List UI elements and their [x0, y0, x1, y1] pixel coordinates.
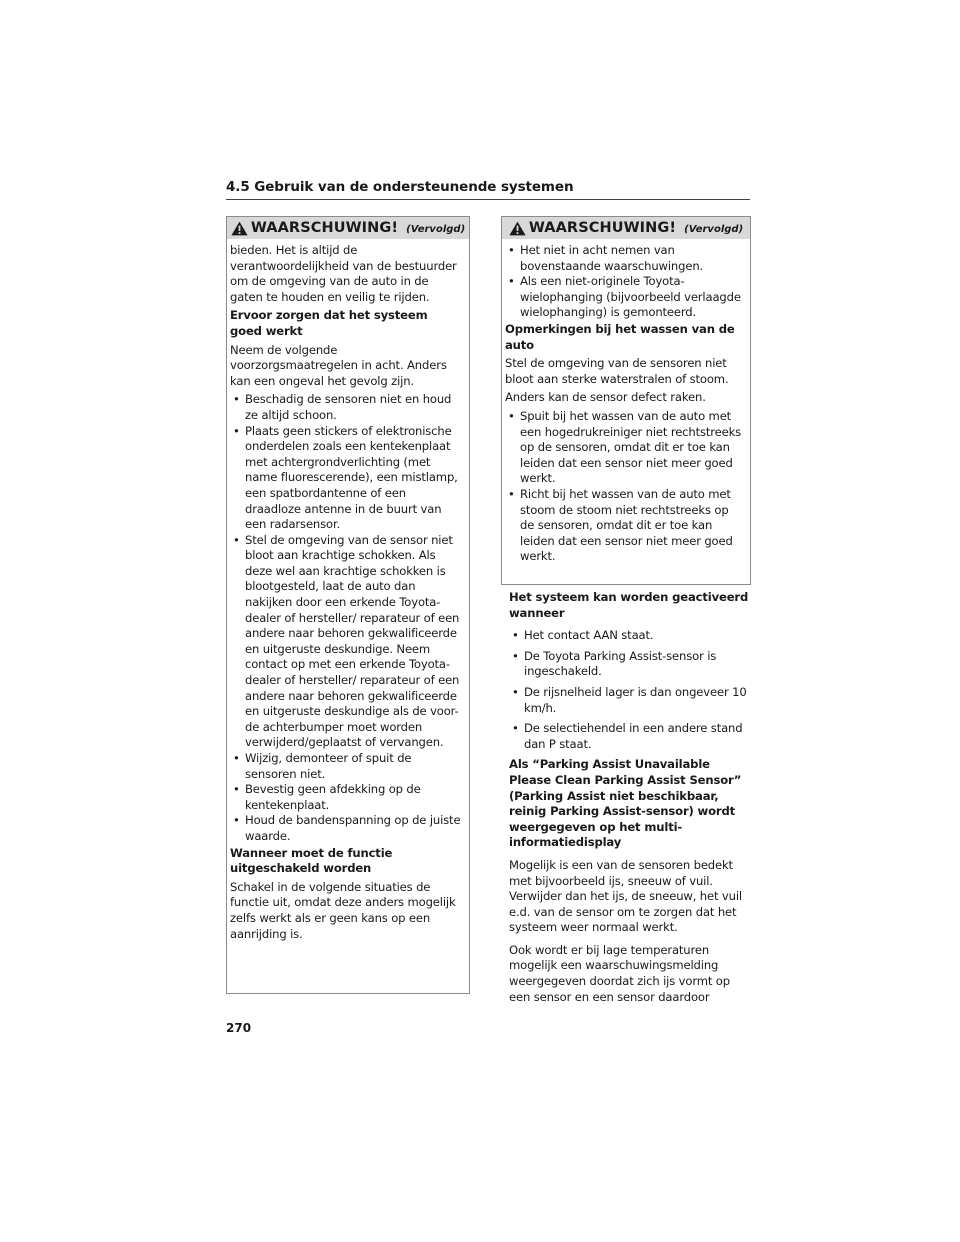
list-item: • Stel de omgeving van de sensor niet bloot aan krachtige schokken. Als deze wel aan krachtige schokken is blootgesteld, laat de auto dan nakijken door een erkende Toyota-dealer of hersteller/ reparateur of een andere naar behoren gekwalificeerde en uitgeruste deskundige. Neem contact op met een erkende Toyota-dealer of hersteller/ reparateur of een andere naar behoren gekwalificeerde en uitgeruste deskundige als de voor- de achterbumper moet worden verwijderd/geplaatst of vervangen. [230, 533, 461, 751]
warning-continued: (Vervolgd) [406, 224, 466, 235]
page-number: 270 [226, 1021, 252, 1035]
list-item: • De rijsnelheid lager is dan ongeveer 10 km/h. [509, 685, 749, 716]
list-item: • Beschadig de sensoren niet en houd ze altijd schoon. [230, 392, 461, 423]
paragraph: Schakel in de volgende situaties de functie uit, omdat deze anders mogelijk zelfs werkt als er geen kans op een aanrijding is. [230, 879, 456, 941]
warning-triangle-icon [231, 221, 248, 236]
list-item: • De selectiehendel in een andere stand dan P staat. [509, 721, 749, 752]
subheading: Opmerkingen bij het wassen van de auto [505, 321, 735, 352]
bullet-list [509, 628, 749, 752]
paragraph: Stel de omgeving van de sensoren niet bloot aan sterke waterstralen of stoom. [505, 356, 729, 386]
warning-header [227, 217, 469, 239]
list-item: • Richt bij het wassen van de auto met stoom de stoom niet rechtstreeks op de sensoren, omdat dit er toe kan leiden dat een sensor niet meer goed werkt. [505, 487, 742, 565]
section-title: 4.5 Gebruik van de ondersteunende systemen [226, 179, 574, 195]
list-item: • Het contact AAN staat. [509, 628, 749, 644]
warning-continued: (Vervolgd) [684, 224, 744, 235]
list-item: • Als een niet-originele Toyota-wielophanging (bijvoorbeeld verlaagde wielophanging) is gemonteerd. [505, 274, 742, 321]
bullet-list [505, 243, 742, 321]
bullet-list [230, 392, 461, 844]
header-divider [226, 199, 750, 200]
list-item: • Houd de bandenspanning op de juiste waarde. [230, 813, 461, 844]
subheading: Het systeem kan worden geactiveerd wanneer [509, 590, 749, 620]
list-item: • Plaats geen stickers of elektronische onderdelen zoals een kentekenplaat met achtergrondverlichting (met name fluorescerende), een mistlamp, een spatbordantenne of een draadloze antenne in de buurt van een radarsensor. [230, 424, 461, 533]
warning-triangle-icon [509, 221, 526, 236]
list-item: • Bevestig geen afdekking op de kentekenplaat. [230, 782, 461, 813]
warning-body [227, 239, 469, 942]
paragraph: Ook wordt er bij lage temperaturen mogelijk een waarschuwingsmelding weergegeven doordat zich ijs vormt op een sensor en een sensor daardoor [509, 942, 730, 1004]
paragraph: Anders kan de sensor defect raken. [505, 390, 706, 405]
warning-box-left [226, 216, 470, 994]
warning-box-right [501, 216, 751, 585]
warning-body [502, 239, 750, 565]
paragraph: bieden. Het is altijd de verantwoordelijkheid van de bestuurder om de omgeving van de auto in de gaten te houden en veilig te rijden. [230, 243, 457, 304]
page-header [226, 179, 750, 200]
bullet-list [505, 409, 742, 565]
paragraph: Neem de volgende voorzorgsmaatregelen in acht. Anders kan een ongeval het gevolg zijn. [230, 342, 447, 388]
list-item: • Wijzig, demonteer of spuit de sensoren niet. [230, 751, 461, 782]
list-item: • Het niet in acht nemen van bovenstaande waarschuwingen. [505, 243, 742, 274]
subheading: Wanneer moet de functie uitgeschakeld worden [230, 845, 393, 876]
paragraph: Mogelijk is een van de sensoren bedekt met bijvoorbeeld ijs, sneeuw of vuil. Verwijder dan het ijs, de sneeuw, het vuil e.d. van de sensor om te zorgen dat het systeem weer normaal werkt. [509, 857, 742, 935]
list-item: • De Toyota Parking Assist-sensor is ingeschakeld. [509, 649, 749, 680]
subheading: Ervoor zorgen dat het systeem goed werkt [230, 308, 428, 338]
right-column-text [509, 590, 749, 1012]
subheading: Als “Parking Assist Unavailable Please Clean Parking Assist Sensor” (Parking Assist niet beschikbaar, reinig Parking Assist-sensor) wordt weergegeven op het multi-informatiedisplay [509, 757, 742, 850]
warning-title: WAARSCHUWING! [250, 220, 399, 236]
warning-title: WAARSCHUWING! [528, 220, 677, 236]
list-item: • Spuit bij het wassen van de auto met een hogedrukreiniger niet rechtstreeks op de sensoren, omdat dit er toe kan leiden dat een sensor niet meer goed werkt. [505, 409, 742, 487]
warning-header [502, 217, 750, 239]
